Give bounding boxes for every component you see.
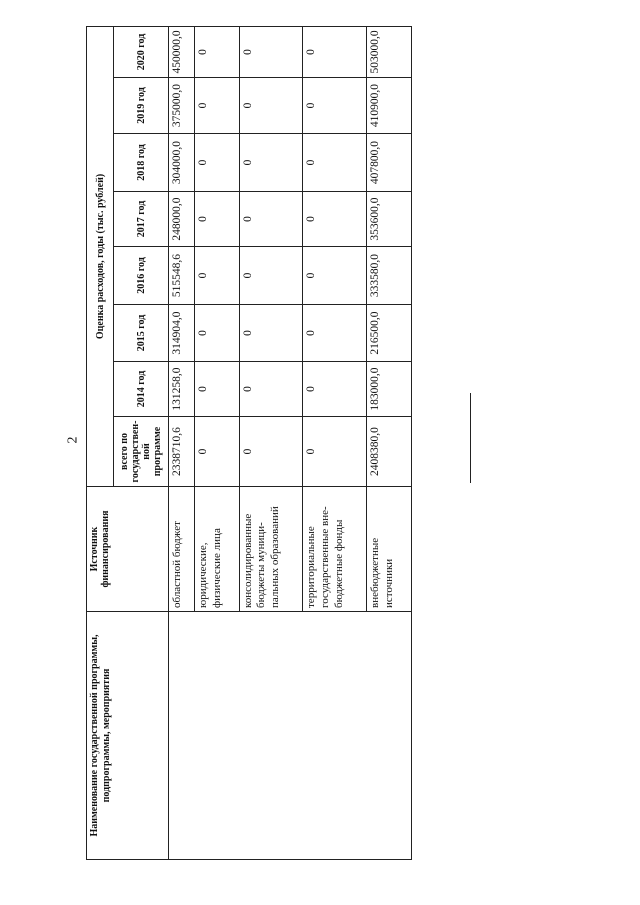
value-cell: 410900,0 [367, 78, 412, 134]
value-cell: 0 [194, 192, 239, 247]
value-cell: 0 [194, 26, 239, 77]
year-header-2018: 2018 год [114, 134, 169, 192]
value-cell: 0 [303, 247, 367, 305]
value-cell: 0 [194, 362, 239, 417]
value-cell: 0 [239, 78, 303, 134]
year-header-2019: 2019 год [114, 78, 169, 134]
value-cell: 0 [194, 134, 239, 192]
year-header-total: всего по государствен-ной программе [114, 417, 169, 487]
value-cell: 216500,0 [367, 305, 412, 362]
value-cell: 314904,0 [169, 305, 195, 362]
header-source: Источник финансирования [87, 487, 169, 612]
source-cell: юридические, физические лица [194, 487, 239, 612]
value-cell: 248000,0 [169, 192, 195, 247]
value-cell: 131258,0 [169, 362, 195, 417]
value-cell: 0 [303, 417, 367, 487]
year-header-2014: 2014 год [114, 362, 169, 417]
value-cell: 353600,0 [367, 192, 412, 247]
value-cell: 0 [239, 417, 303, 487]
budget-table [86, 26, 412, 860]
source-cell: областной бюджет [169, 487, 195, 612]
header-row-top [87, 26, 114, 859]
value-cell: 304000,0 [169, 134, 195, 192]
value-cell: 450000,0 [169, 26, 195, 77]
value-cell: 0 [303, 78, 367, 134]
source-cell: внебюджетные источники [367, 487, 412, 612]
header-name: Наименование государственной программы, подпрограммы, мероприятия [87, 612, 169, 860]
year-header-2016: 2016 год [114, 247, 169, 305]
program-name-cell [169, 612, 412, 860]
value-cell: 0 [239, 247, 303, 305]
value-cell: 503000,0 [367, 26, 412, 77]
value-cell: 2408380,0 [367, 417, 412, 487]
divider-line [470, 393, 471, 483]
page-number: 2 [65, 436, 81, 444]
value-cell: 0 [194, 417, 239, 487]
value-cell: 0 [303, 362, 367, 417]
value-cell: 2338710,6 [169, 417, 195, 487]
value-cell: 0 [239, 305, 303, 362]
value-cell: 0 [303, 26, 367, 77]
rotated-table-wrapper [86, 27, 412, 860]
table-row [169, 26, 195, 859]
source-cell: консолидированные бюджеты муници-пальных образований [239, 487, 303, 612]
value-cell: 183000,0 [367, 362, 412, 417]
year-header-2017: 2017 год [114, 192, 169, 247]
value-cell: 515548,6 [169, 247, 195, 305]
value-cell: 0 [239, 134, 303, 192]
value-cell: 0 [194, 78, 239, 134]
value-cell: 333580,0 [367, 247, 412, 305]
year-header-2015: 2015 год [114, 305, 169, 362]
value-cell: 0 [239, 26, 303, 77]
value-cell: 375000,0 [169, 78, 195, 134]
value-cell: 0 [194, 247, 239, 305]
value-cell: 0 [303, 192, 367, 247]
value-cell: 0 [194, 305, 239, 362]
value-cell: 0 [239, 362, 303, 417]
header-estimate: Оценка расходов, годы (тыс. рублей) [87, 26, 114, 486]
source-cell: территориальные государственные вне-бюджетные фонды [303, 487, 367, 612]
year-header-2020: 2020 год [114, 26, 169, 77]
value-cell: 0 [303, 305, 367, 362]
value-cell: 407800,0 [367, 134, 412, 192]
value-cell: 0 [239, 192, 303, 247]
value-cell: 0 [303, 134, 367, 192]
